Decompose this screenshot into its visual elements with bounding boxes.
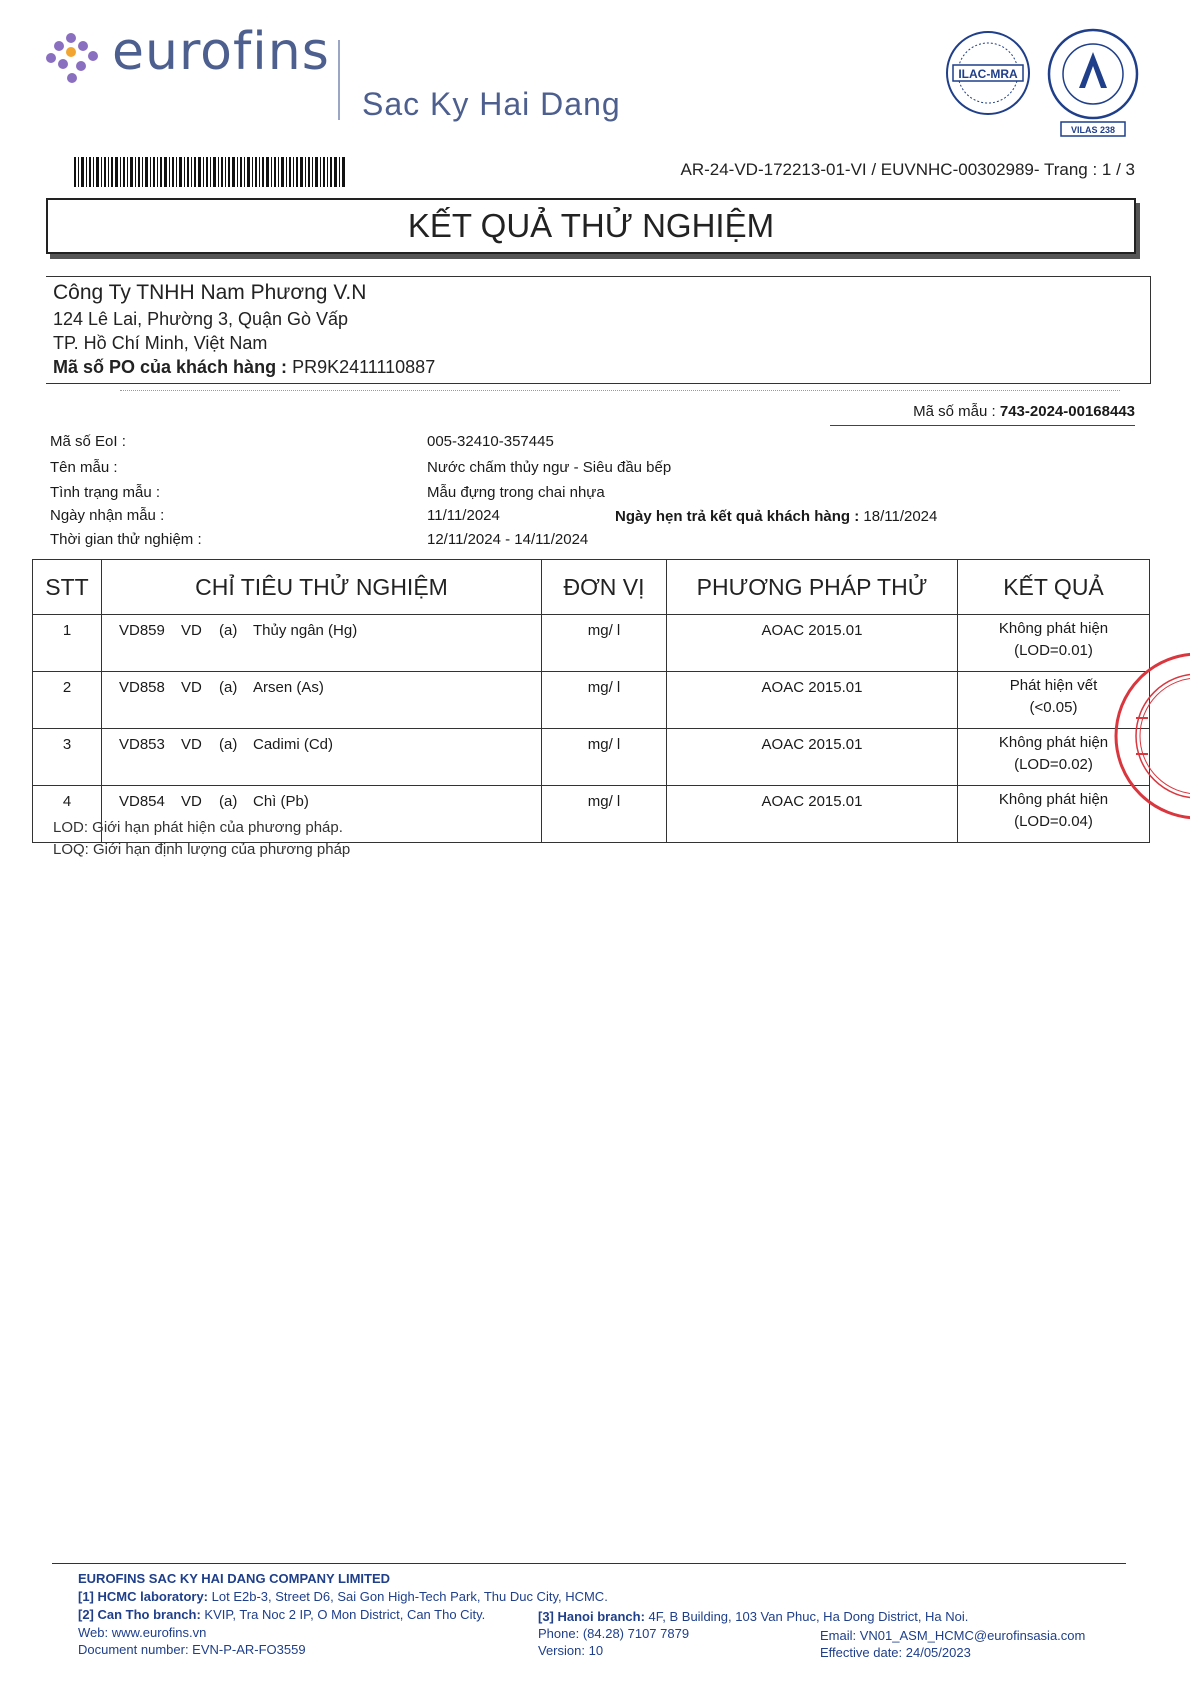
due-date <box>615 508 937 525</box>
row-method: AOAC 2015.01 <box>667 615 958 672</box>
po-value: PR9K2411110887 <box>292 357 436 377</box>
item-name: Cadimi (Cd) <box>253 736 334 753</box>
client-po <box>53 357 435 378</box>
row-test-item <box>102 729 542 786</box>
results-table <box>32 559 1150 843</box>
table-header-row <box>33 560 1150 615</box>
footer-hanoi <box>538 1609 968 1624</box>
item-name: Chì (Pb) <box>253 793 309 810</box>
ilac-mra-seal-icon <box>945 30 1031 116</box>
sample-number <box>913 403 1135 420</box>
row-unit: mg/ l <box>542 786 667 843</box>
row-stt: 2 <box>33 672 102 729</box>
received-date-label: Ngày nhận mẫu : <box>50 507 165 524</box>
row-method: AOAC 2015.01 <box>667 672 958 729</box>
row-method: AOAC 2015.01 <box>667 729 958 786</box>
company-stamp-icon <box>1108 636 1190 836</box>
footer-rule <box>52 1563 1126 1564</box>
received-date-value: 11/11/2024 <box>427 507 500 524</box>
note-lod: LOD: Giới hạn phát hiện của phương pháp. <box>53 819 343 836</box>
svg-text:VILAS 238: VILAS 238 <box>1070 125 1116 135</box>
test-period-label: Thời gian thử nghiệm : <box>50 531 202 548</box>
item-accreditation: (a) <box>219 622 238 639</box>
item-accreditation: (a) <box>219 793 238 810</box>
svg-text:ILAC-MRA: ILAC-MRA <box>958 67 1018 81</box>
footer-company: EUROFINS SAC KY HAI DANG COMPANY LIMITED <box>78 1571 391 1586</box>
sample-name-label: Tên mẫu : <box>50 459 118 476</box>
result-limit: (<0.05) <box>1029 699 1078 716</box>
sample-number-rule <box>830 425 1135 426</box>
note-loq: LOQ: Giới hạn định lượng của phương pháp <box>53 841 351 858</box>
header-method: PHƯƠNG PHÁP THỬ <box>667 560 958 615</box>
due-date-value: 18/11/2024 <box>863 508 938 525</box>
row-test-item <box>102 615 542 672</box>
client-address-line1: 124 Lê Lai, Phường 3, Quận Gò Vấp <box>53 309 349 329</box>
eurofins-logo-icon <box>45 30 105 86</box>
item-lab: VD <box>181 622 202 639</box>
header-stt: STT <box>33 560 102 615</box>
footer-effective-date: Effective date: 24/05/2023 <box>820 1645 971 1660</box>
brand-subtitle: Sac Ky Hai Dang <box>362 86 621 122</box>
footer-cantho <box>78 1607 485 1622</box>
item-accreditation: (a) <box>219 736 238 753</box>
logo-text: eurofins <box>112 22 330 82</box>
item-code: VD859 <box>119 622 165 639</box>
due-date-label: Ngày hẹn trả kết quả khách hàng : <box>615 508 860 525</box>
result-limit: (LOD=0.02) <box>1014 756 1093 773</box>
dotted-divider <box>120 390 1120 391</box>
result-limit: (LOD=0.04) <box>1014 813 1093 830</box>
sample-number-value: 743-2024-00168443 <box>999 403 1135 420</box>
eoi-label: Mã số EoI : <box>50 433 126 450</box>
footer-phone: Phone: (84.28) 7107 7879 <box>538 1626 690 1641</box>
item-code: VD854 <box>119 793 165 810</box>
row-unit: mg/ l <box>542 672 667 729</box>
footer-doc-number: Document number: EVN-P-AR-FO3559 <box>78 1642 306 1657</box>
footer-email: Email: VN01_ASM_HCMC@eurofinsasia.com <box>820 1628 1086 1643</box>
item-name: Thủy ngân (Hg) <box>253 622 358 639</box>
po-label: Mã số PO của khách hàng : <box>53 357 288 377</box>
item-accreditation: (a) <box>219 679 238 696</box>
sample-number-label: Mã số mẫu : <box>913 403 996 420</box>
header-result: KẾT QUẢ <box>958 560 1150 615</box>
result-text: Không phát hiện <box>998 791 1109 808</box>
footer-version: Version: 10 <box>538 1643 604 1658</box>
result-text: Phát hiện vết <box>1009 677 1098 694</box>
test-period-value: 12/11/2024 - 14/11/2024 <box>427 531 589 548</box>
sample-condition-value: Mẫu đựng trong chai nhựa <box>427 484 605 501</box>
footer-hcmc-value: Lot E2b-3, Street D6, Sai Gon High-Tech Park, Thu Duc City, HCMC. <box>211 1589 608 1604</box>
header-unit: ĐƠN VỊ <box>542 560 667 615</box>
title-box <box>46 198 1136 254</box>
table-row <box>33 672 1150 729</box>
item-code: VD853 <box>119 736 165 753</box>
result-limit: (LOD=0.01) <box>1014 642 1093 659</box>
boa-accreditation-seal-icon <box>1045 28 1141 138</box>
row-method: AOAC 2015.01 <box>667 786 958 843</box>
item-lab: VD <box>181 793 202 810</box>
item-lab: VD <box>181 679 202 696</box>
row-unit: mg/ l <box>542 615 667 672</box>
sample-name-value: Nước chấm thủy ngư - Siêu đầu bếp <box>427 459 672 476</box>
client-address-line2: TP. Hồ Chí Minh, Việt Nam <box>53 333 268 353</box>
table-row <box>33 729 1150 786</box>
item-code: VD858 <box>119 679 165 696</box>
row-test-item <box>102 672 542 729</box>
row-unit: mg/ l <box>542 729 667 786</box>
result-text: Không phát hiện <box>998 734 1109 751</box>
footer-hcmc-label: [1] HCMC laboratory: <box>78 1589 209 1604</box>
item-name: Arsen (As) <box>253 679 324 696</box>
page-title: KẾT QUẢ THỬ NGHIỆM <box>407 207 775 244</box>
footer-hcmc <box>78 1589 608 1604</box>
sample-condition-label: Tình trạng mẫu : <box>50 484 161 501</box>
result-text: Không phát hiện <box>998 620 1109 637</box>
eoi-value: 005-32410-357445 <box>427 433 554 450</box>
footer-cantho-label: [2] Can Tho branch: <box>78 1607 201 1622</box>
footer-hanoi-value: 4F, B Building, 103 Van Phuc, Ha Dong District, Ha Noi. <box>648 1609 969 1624</box>
footer-web: Web: www.eurofins.vn <box>78 1625 207 1640</box>
item-lab: VD <box>181 736 202 753</box>
table-row <box>33 615 1150 672</box>
row-stt: 1 <box>33 615 102 672</box>
header-test-item: CHỈ TIÊU THỬ NGHIỆM <box>102 560 542 615</box>
footer-cantho-value: KVIP, Tra Noc 2 IP, O Mon District, Can Tho City. <box>204 1607 486 1622</box>
header-divider <box>338 40 340 120</box>
barcode-icon <box>74 157 346 187</box>
document-reference: AR-24-VD-172213-01-VI / EUVNHC-00302989- Trang : 1 / 3 <box>680 160 1135 179</box>
client-name: Công Ty TNHH Nam Phương V.N <box>53 281 367 304</box>
row-stt: 3 <box>33 729 102 786</box>
footer-hanoi-label: [3] Hanoi branch: <box>538 1609 645 1624</box>
row-stt: 4 <box>33 786 102 843</box>
